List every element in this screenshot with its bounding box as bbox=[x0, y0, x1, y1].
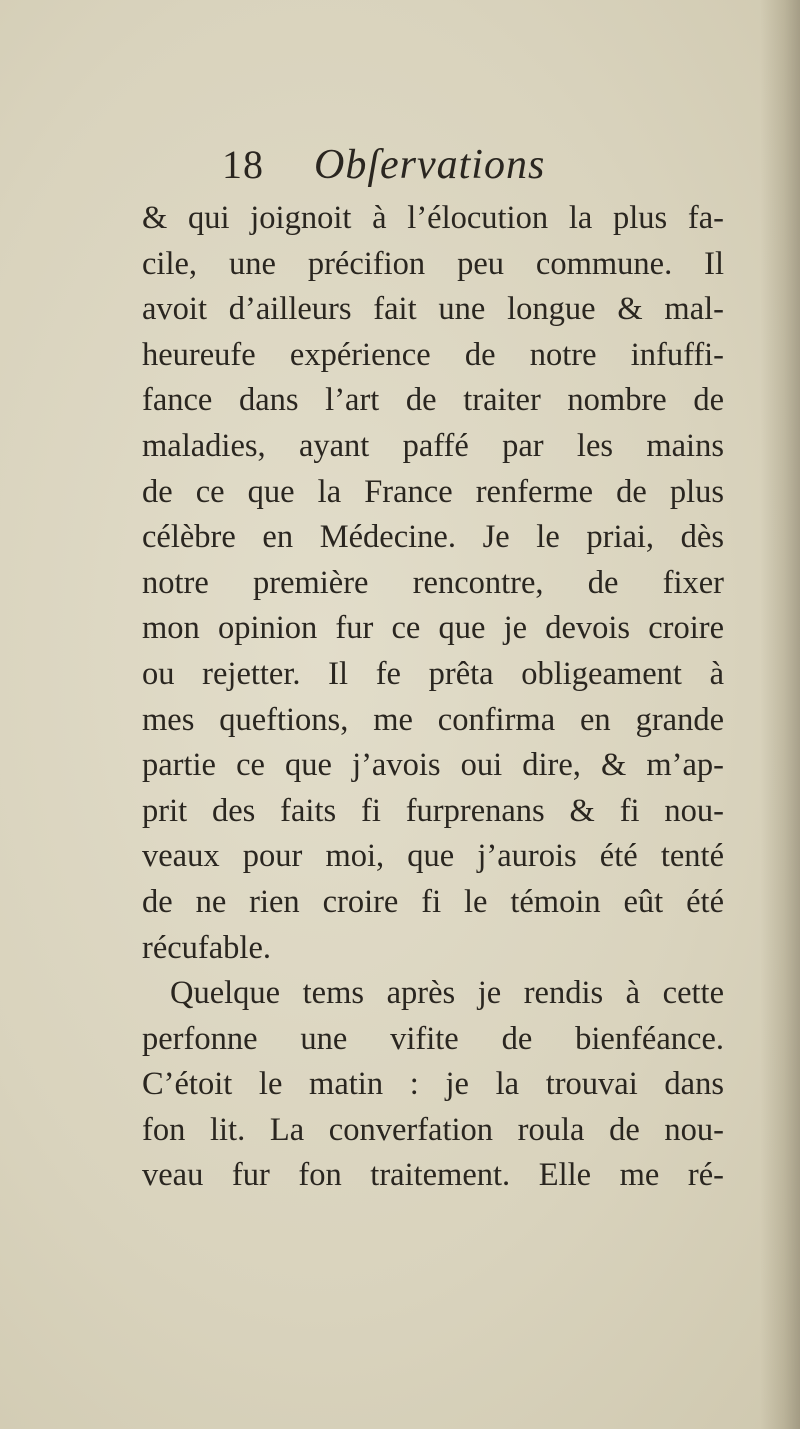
text-line: veaux pour moi, que j’aurois été tenté bbox=[142, 838, 724, 875]
body-text bbox=[142, 196, 724, 1199]
text-line: C’étoit le matin : je la trouvai dans bbox=[142, 1066, 724, 1103]
text-line: ou rejetter. Il fe prêta obligeament à bbox=[142, 655, 724, 692]
text-line: veau fur fon traitement. Elle me ré- bbox=[142, 1157, 724, 1194]
paragraph-first-line: Quelque tems après je rendis à cette bbox=[170, 975, 724, 1012]
text-line: maladies, ayant paffé par les mains bbox=[142, 427, 724, 464]
text-line: perfonne une vifite de bienféance. bbox=[142, 1020, 724, 1057]
text-line: récufable. bbox=[142, 929, 272, 966]
text-line: célèbre en Médecine. Je le priai, dès bbox=[142, 519, 724, 556]
text-line: heureufe expérience de notre infuffi- bbox=[142, 336, 724, 373]
text-line: cile, une précifion peu commune. Il bbox=[142, 245, 724, 282]
text-line: prit des faits fi furprenans & fi nou- bbox=[142, 792, 724, 829]
page-edge-shadow bbox=[760, 0, 800, 1429]
text-line: notre première rencontre, de fixer bbox=[142, 564, 724, 601]
text-line: avoit d’ailleurs fait une longue & mal- bbox=[142, 291, 724, 328]
text-line: fance dans l’art de traiter nombre de bbox=[142, 382, 724, 419]
text-line: de ce que la France renferme de plus bbox=[142, 473, 724, 510]
text-line: mon opinion fur ce que je devois croire bbox=[142, 610, 724, 647]
page-number: 18 bbox=[222, 142, 264, 187]
text-line: partie ce que j’avois oui dire, & m’ap- bbox=[142, 747, 724, 784]
text-line: de ne rien croire fi le témoin eût été bbox=[142, 883, 724, 920]
text-line: mes queftions, me confirma en grande bbox=[142, 701, 724, 738]
text-line: fon lit. La converfation roula de nou- bbox=[142, 1111, 724, 1148]
page-header bbox=[222, 140, 642, 190]
running-head: Obſervations bbox=[314, 142, 546, 188]
text-line: & qui joignoit à l’élocution la plus fa- bbox=[142, 200, 724, 236]
